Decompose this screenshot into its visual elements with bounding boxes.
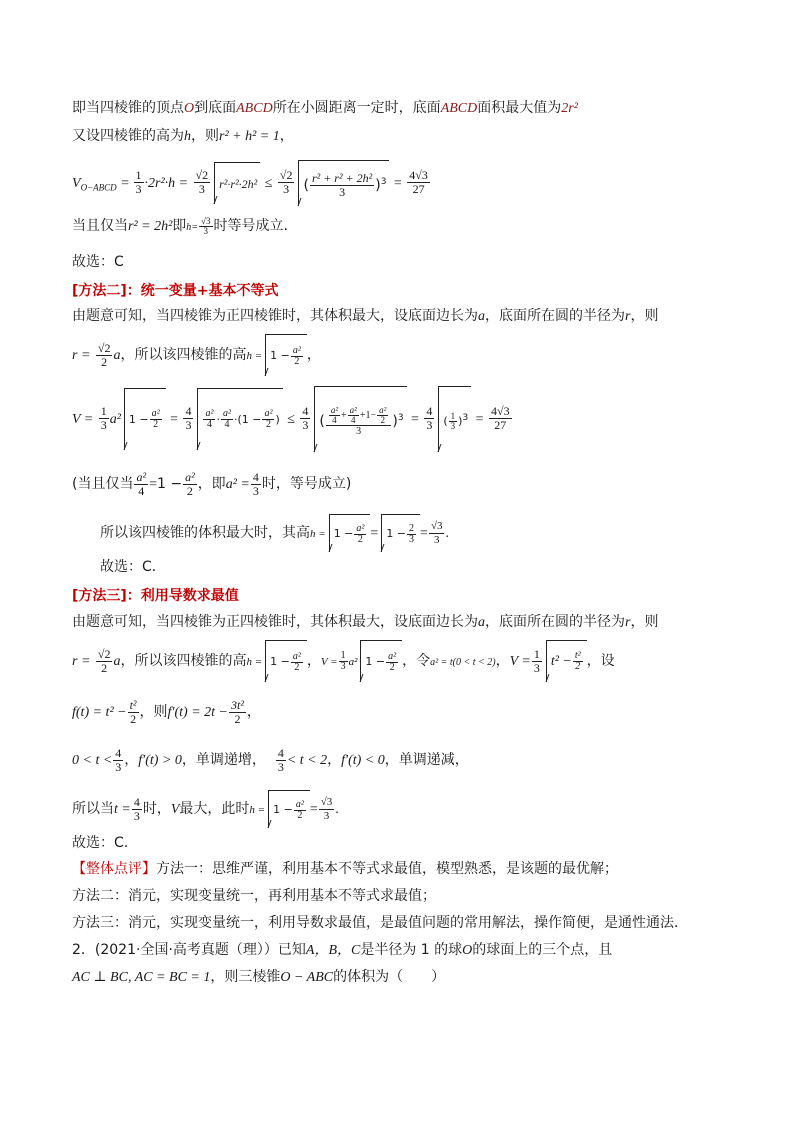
text-fragment: a (113, 654, 121, 669)
fraction (319, 796, 335, 823)
text-fragment: r (625, 615, 631, 630)
text-fragment: 4 (224, 419, 230, 431)
fraction (429, 520, 445, 547)
text-fragment: a² (185, 469, 195, 484)
text-line (72, 913, 688, 933)
text-fragment: 所以当 (72, 801, 114, 817)
math-op: ≤ (264, 175, 273, 191)
sqrt (265, 334, 307, 376)
fraction (348, 406, 359, 425)
text: 当且仅当 (72, 218, 128, 234)
text-fragment: r = (72, 348, 91, 363)
text-fragment: f′(t) < 0 (341, 753, 385, 768)
text-fragment: 时，等号成立) (261, 476, 352, 492)
text-fragment: 3 (426, 418, 433, 433)
text-fragment: 3 (252, 483, 259, 498)
text-fragment: A，B，C (305, 943, 361, 958)
fraction (326, 406, 392, 437)
text-fragment: √3 (201, 215, 211, 226)
text-fragment: [方法三]：利用导数求最值 (72, 588, 239, 604)
text: ， (279, 128, 294, 144)
text-fragment: h = (246, 656, 263, 668)
text-fragment: ，则 (139, 704, 168, 720)
sqrt (546, 640, 587, 682)
fraction (377, 406, 388, 425)
text-fragment: 3 (203, 225, 209, 236)
text: ，则 (191, 128, 219, 144)
text-fragment: · (216, 412, 220, 426)
text-fragment: = (170, 411, 178, 427)
fraction (96, 648, 113, 675)
text-fragment: O (462, 943, 473, 958)
text-fragment: 3 (323, 809, 330, 822)
fraction (310, 172, 374, 199)
fraction (407, 524, 416, 545)
answer-text: 故选：C (72, 254, 124, 270)
text-fragment: a² (295, 798, 304, 810)
text-fragment: = (411, 411, 419, 427)
heading-text: [方法二]：统一变量+基本不等式 (72, 283, 279, 299)
text-fragment: a (478, 309, 485, 324)
fraction (150, 409, 162, 430)
text: 面积最大值为 (477, 100, 562, 116)
text-fragment: 故选：C. (72, 835, 129, 851)
text-fragment: 1 (135, 168, 142, 183)
fraction (532, 648, 542, 675)
text-fragment: 27 (494, 418, 507, 433)
section-heading (72, 586, 239, 606)
text-fragment: f(t) = t² − (72, 705, 127, 720)
review-tag: 【整体点评】 (72, 861, 156, 877)
text-fragment: 由题意可知，当四棱锥为正四棱锥时，其体积最大，设底面边长为 (72, 614, 478, 630)
text-fragment: 3 (409, 533, 415, 545)
math-op: = (121, 175, 133, 191)
sqrt (329, 514, 371, 552)
fraction (278, 169, 295, 196)
text-fragment: a² (379, 405, 387, 416)
fraction (291, 652, 303, 673)
text-fragment: √2 (195, 168, 209, 183)
text-fragment: 方法一：思维严谨，利用基本不等式求最值，模型熟悉，是该题的最优解； (156, 861, 618, 877)
sqrt (265, 640, 307, 682)
text-fragment: 2 (234, 711, 241, 726)
text-fragment: ， (327, 752, 342, 768)
text-fragment: a² = t(0 < t < 2) (430, 657, 496, 668)
math-expr: r² = 2h² (128, 219, 173, 234)
text-fragment: 3 (397, 413, 404, 423)
text-fragment: 2 (186, 483, 193, 498)
text-fragment: 3 (462, 413, 469, 423)
fraction (99, 405, 109, 432)
text: 又设四棱锥的高为 (72, 128, 184, 144)
text-fragment: a² (292, 650, 301, 662)
text-fragment: 3 (198, 182, 205, 197)
sqrt (360, 640, 402, 682)
text-fragment: ，底面所在圆的半径为 (485, 308, 625, 324)
text-fragment: h = (310, 528, 326, 540)
text-fragment: 4 (185, 404, 192, 419)
sqrt (124, 388, 166, 450)
text-fragment: r²·r²·2h² (219, 176, 258, 191)
text-fragment: ， (306, 347, 321, 363)
text-fragment: a (113, 348, 121, 363)
text-line (72, 98, 578, 119)
math-var: ABCD (236, 101, 273, 116)
text-fragment: √3 (430, 519, 443, 532)
text-line (72, 612, 658, 633)
text-fragment: + (341, 409, 347, 421)
formula-line (72, 742, 469, 779)
text-fragment: 2 (409, 522, 415, 534)
text-fragment: 4√3 (491, 404, 510, 419)
text-line (100, 557, 166, 577)
text-fragment: 1 (450, 411, 456, 422)
text-fragment: ，所以该四棱锥的高 (120, 347, 247, 363)
fraction (294, 800, 306, 821)
text-fragment: a² (388, 650, 397, 662)
text-fragment: h = (246, 350, 263, 362)
fraction (203, 409, 215, 430)
text-fragment: 2 (575, 661, 581, 673)
fraction (262, 409, 274, 430)
fraction (276, 747, 286, 774)
formula-line (72, 640, 615, 683)
text-fragment: h = (249, 804, 266, 816)
formula-line: 所以该四棱锥的体积最大时，其高h = 1 − $\frac{\text{a²}}{2}$ = 1 − $\frac{2}{3}$ = $\frac{√3}{3}$ . (100, 514, 449, 552)
text-fragment: 1 (533, 646, 540, 661)
text: 所在小圆距离一定时，底面 (272, 100, 441, 116)
text-fragment: 4√3 (409, 168, 428, 183)
text-fragment: t² (574, 650, 581, 662)
text-fragment: V = (509, 654, 531, 669)
text-fragment: 2 (101, 354, 108, 369)
fraction (183, 405, 193, 432)
sqrt: ( $\frac{\text{r² + r² + 2h²}}{3}$ )$^3$ (298, 160, 389, 206)
fraction (194, 169, 211, 196)
text-fragment: ， (306, 653, 321, 669)
text-fragment: ，设 (586, 653, 615, 669)
text-fragment: = (475, 411, 484, 427)
text-fragment: . (335, 802, 339, 817)
text-fragment: V (170, 802, 180, 817)
text-fragment: +1− (359, 409, 377, 421)
fraction (113, 747, 123, 774)
text-fragment: V = (72, 411, 94, 427)
text: 到底面 (194, 100, 237, 116)
fraction (354, 524, 366, 545)
fraction (339, 651, 348, 672)
text-fragment: r² + r² + 2h² (311, 171, 373, 186)
text-fragment: 4 (426, 404, 433, 419)
fraction (229, 699, 246, 726)
math-expr: r² + h² = 1 (219, 129, 280, 144)
text-fragment: 4 (115, 745, 122, 760)
text-fragment: 2 (357, 533, 363, 545)
text-line (72, 833, 128, 853)
formula-line (72, 386, 513, 452)
text-fragment: 4 (138, 483, 145, 498)
text-fragment: 的球面上的三个点，且 (472, 942, 613, 958)
text-fragment: 2．(2021·全国·高考真题（理））已知 (72, 942, 306, 958)
text-fragment: = (420, 526, 428, 541)
text-fragment: √2 (97, 646, 111, 661)
text-fragment: 方法三：消元，实现变量统一，利用导数求最值，是最值问题的常用解法，操作简便，是通性通法． (72, 915, 688, 931)
sqrt: ( $\frac{\text{a²}}{4}$ + $\frac{\text{a²}}{4}$ +1− $\frac{\text{a²}}{2}$ 3 )$^3$ (314, 386, 406, 452)
text-fragment: √2 (279, 168, 293, 183)
text-fragment: 2 (297, 809, 303, 821)
question-line (72, 967, 445, 988)
text-fragment: 1 − (270, 655, 290, 668)
text-fragment: a² (109, 411, 121, 427)
text-fragment: a² (222, 408, 231, 420)
text-fragment: a² (136, 469, 147, 484)
text-fragment: 时， (142, 801, 171, 817)
text-fragment: 1 − (273, 803, 293, 816)
text-fragment: a² (348, 656, 358, 668)
fraction (251, 471, 261, 498)
fraction (134, 471, 148, 498)
fraction (183, 471, 197, 498)
math-var: ABCD (440, 101, 478, 116)
text-fragment: 4 (277, 745, 284, 760)
section-heading (72, 281, 279, 301)
text-fragment: 3 (133, 808, 140, 823)
text-fragment: a² (356, 522, 365, 534)
text-fragment: 4 (332, 415, 337, 426)
text-fragment: 的体积为（ ） (333, 969, 446, 985)
text-fragment: 3 (100, 418, 107, 433)
sqrt (197, 388, 282, 450)
text-fragment: = (309, 802, 318, 817)
sqrt (381, 514, 420, 552)
text-fragment: 1 − (333, 527, 354, 540)
text-fragment: V = (320, 656, 338, 668)
text-line (72, 859, 618, 879)
text: 时等号成立. (213, 218, 288, 234)
text-fragment: 4 (206, 419, 212, 431)
fraction (128, 699, 139, 726)
fraction (386, 652, 398, 673)
text-fragment: 故选：C． (100, 559, 166, 575)
text-fragment: 1 (100, 404, 107, 419)
text-fragment: 最大，此时 (179, 801, 250, 817)
text-fragment: a (478, 615, 485, 630)
text-fragment: 3 (450, 421, 456, 432)
text-fragment: a² (205, 408, 214, 420)
text-fragment: 3 (115, 759, 122, 774)
text-fragment: ，则三棱锥 (210, 969, 281, 985)
text-fragment: a² (292, 344, 301, 356)
text-fragment: 1 − (156, 476, 183, 492)
text-fragment: 由题意可知，当四棱锥为正四棱锥时，其体积最大，设底面边长为 (72, 308, 478, 324)
text-fragment: a² (349, 405, 357, 416)
math-expr: h= (186, 222, 199, 233)
formula-line (72, 334, 321, 376)
text-fragment: 4 (252, 469, 259, 484)
math-op: = (393, 175, 402, 191)
text-fragment: 1 (340, 649, 346, 661)
text-fragment: 3 (340, 660, 346, 672)
fraction (407, 169, 430, 196)
text-fragment: ， (246, 704, 261, 720)
text-fragment: ， (124, 752, 139, 768)
text-fragment: ) (275, 412, 280, 426)
text-fragment: ，单调递增， (181, 752, 266, 768)
formula-line (72, 466, 351, 503)
text-fragment: 3 (185, 418, 192, 433)
text-fragment: ，则 (630, 308, 659, 324)
math-sub: O−ABCD (80, 182, 117, 193)
text-fragment: 2 (101, 660, 108, 675)
math-expr: ·2r²·h = (144, 175, 189, 191)
fraction (573, 651, 583, 672)
text-fragment: 4 (302, 404, 309, 419)
text-fragment: f′(t) > 0 (138, 753, 182, 768)
fraction (300, 405, 310, 432)
math-var: h (184, 129, 191, 144)
text-fragment: √3 (320, 795, 333, 808)
text-fragment: 3 (135, 182, 142, 197)
text-fragment: ，则 (630, 614, 659, 630)
fraction (96, 342, 113, 369)
sqrt (268, 790, 310, 828)
fraction (329, 406, 340, 425)
text-fragment: t² − (550, 654, 572, 669)
text-fragment: 4 (133, 794, 140, 809)
text-fragment: 3t² (230, 697, 244, 712)
fraction (449, 412, 458, 431)
text-fragment: r = (72, 654, 91, 669)
question-line (72, 940, 612, 961)
text-fragment: 1 − (386, 527, 407, 540)
fraction (221, 409, 233, 430)
math-var: V (72, 175, 81, 191)
text-fragment: 3 (283, 182, 290, 197)
formula-line (72, 790, 339, 828)
text-fragment: f′(t) = 2t − (167, 705, 228, 720)
text-fragment: 3 (380, 177, 387, 187)
fraction (424, 405, 434, 432)
text-fragment: 2 (294, 355, 300, 367)
text-fragment: t² (129, 697, 137, 712)
text-fragment: a² (264, 408, 273, 420)
text-fragment: a² (151, 408, 160, 420)
text-fragment: 3 (356, 426, 362, 438)
text-fragment: 2 (294, 661, 300, 673)
text-fragment: 是半径为 1 的球 (360, 942, 463, 958)
math-var: O (184, 101, 195, 116)
text-fragment: 2 (265, 419, 271, 431)
text-fragment: · (233, 412, 238, 426)
text-fragment: ， (495, 653, 510, 669)
text-fragment: t = (114, 802, 131, 817)
text-fragment: O − ABC (280, 970, 334, 985)
fraction (291, 346, 303, 367)
text-fragment: ，所以该四棱锥的高 (120, 653, 247, 669)
text-fragment: ，单调递减， (384, 752, 469, 768)
text-fragment: a² = (225, 477, 250, 492)
text-fragment: = (370, 526, 379, 541)
text-fragment: 2 (130, 711, 137, 726)
math-var: 2r² (561, 101, 578, 116)
text-fragment: 所以该四棱锥的体积最大时，其高 (100, 525, 310, 541)
text-fragment: (1 − (237, 412, 262, 426)
text-line (72, 216, 288, 238)
text-fragment: 3 (433, 533, 440, 546)
text-line (72, 126, 294, 147)
text-fragment: 3 (277, 759, 284, 774)
fraction (489, 405, 512, 432)
sqrt (214, 162, 260, 204)
text-fragment: 0 < t < (72, 753, 113, 768)
fraction (134, 169, 144, 196)
fraction (199, 217, 212, 236)
text-line (72, 252, 124, 272)
text-fragment: √2 (97, 340, 111, 355)
text-fragment: 2 (389, 661, 395, 673)
text-fragment: 2 (380, 415, 385, 426)
text-fragment: AC ⊥ BC, AC = BC = 1 (72, 970, 211, 985)
fraction (132, 796, 142, 823)
text-fragment: 3 (302, 418, 309, 433)
text-fragment: 1 − (365, 655, 386, 668)
text: 即 (172, 218, 187, 234)
text-fragment: = (149, 477, 157, 492)
text-fragment: ，即 (197, 476, 226, 492)
text-fragment: 3 (533, 660, 540, 675)
sqrt: ( $\frac{1}{3}$ )$^3$ (438, 386, 471, 452)
text-fragment: 1 − (128, 412, 149, 426)
text-fragment: < t < 2 (286, 753, 328, 768)
text: 即当四棱锥的顶点 (72, 100, 184, 116)
text-line (72, 306, 658, 327)
text-fragment: 方法二：消元，实现变量统一，再利用基本不等式求最值； (72, 888, 436, 904)
text-fragment: 1 − (270, 349, 290, 362)
text-fragment: 27 (412, 182, 425, 197)
formula-line (72, 694, 261, 731)
text-fragment: 2 (153, 419, 159, 431)
text-fragment: r (625, 309, 631, 324)
text-fragment: ，底面所在圆的半径为 (485, 614, 625, 630)
text-fragment: (当且仅当 (72, 476, 134, 492)
text-fragment: 3 (339, 185, 346, 200)
text-fragment: ，令 (402, 653, 431, 669)
formula-line (72, 160, 431, 208)
text-fragment: ≤ (287, 411, 295, 427)
text-fragment: a² (330, 405, 339, 416)
text-line (72, 886, 436, 906)
text-fragment: 4 (351, 415, 356, 426)
